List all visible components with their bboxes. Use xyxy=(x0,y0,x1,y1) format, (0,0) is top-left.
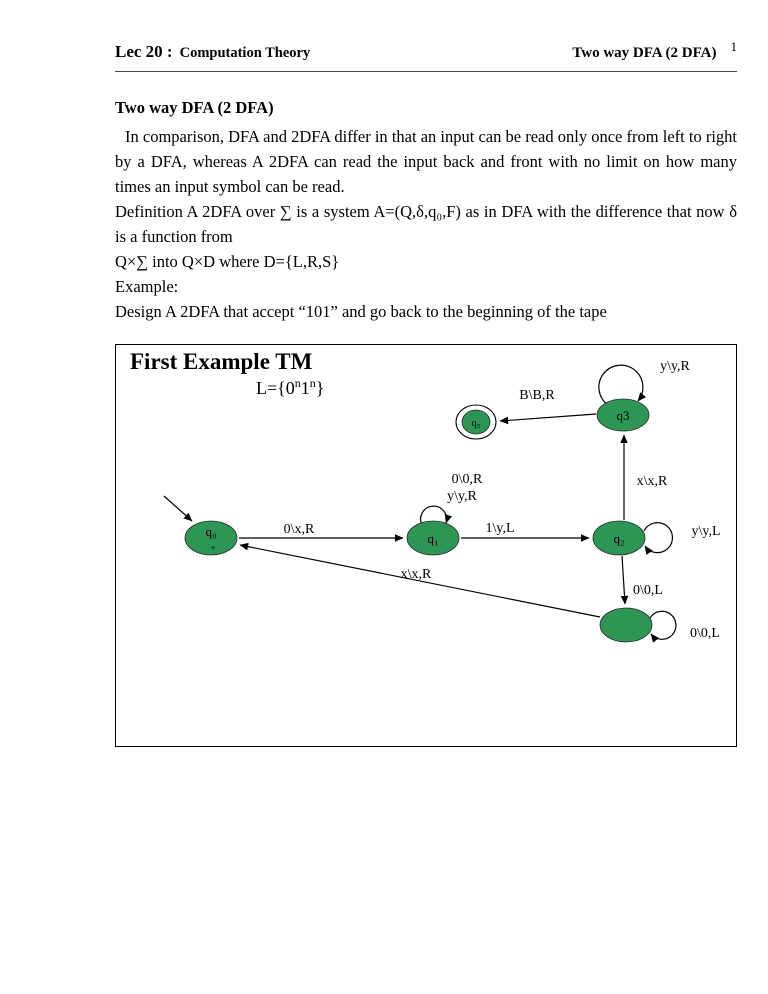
edge-label-q2-self: y\y,L xyxy=(691,524,721,539)
header-right xyxy=(572,39,737,62)
edge-label-q4-self: 0\0,L xyxy=(690,626,720,641)
state-q3 xyxy=(597,399,649,431)
subtitle-base: L={0 xyxy=(256,378,295,398)
state-unlabeled-shape xyxy=(600,608,652,642)
content-column xyxy=(115,39,737,747)
state-q2-label: q₂ xyxy=(613,531,625,546)
start-arrow xyxy=(164,496,192,521)
paragraph-definition: Definition A 2DFA over ∑ is a system A=(Q,δ,q₀,F) as in DFA with the difference that now δ is a function from xyxy=(115,202,737,246)
self-loop-q2 xyxy=(644,523,672,553)
edge-label-q1-q2: 1\y,L xyxy=(485,521,515,536)
paragraph-intro: In comparison, DFA and 2DFA differ in that an input can be read only once from left to right by a DFA, whereas A 2DFA can read the input back and front with no limit on how many times an input symbol can be read. xyxy=(115,127,737,196)
figure-box xyxy=(115,344,737,747)
edge-label-q1-self-1: 0\0,R xyxy=(451,472,483,487)
edge-q2-q4 xyxy=(622,556,625,604)
state-q5-label: q₅ xyxy=(471,418,481,429)
course-title: Computation Theory xyxy=(179,45,311,61)
section-heading: Two way DFA (2 DFA) xyxy=(115,98,274,117)
header-topic: Two way DFA (2 DFA) xyxy=(572,45,717,61)
lecture-label: Lec 20 : xyxy=(115,42,173,61)
paragraph-design: Design A 2DFA that accept “101” and go back to the beginning of the tape xyxy=(115,302,607,321)
paragraph-example-label: Example: xyxy=(115,277,179,296)
figure-subtitle xyxy=(256,376,324,399)
state-q2 xyxy=(593,521,645,555)
subtitle-base: } xyxy=(315,378,325,398)
edge-label-q4-q0: x\x,R xyxy=(400,567,432,582)
state-q5-accepting xyxy=(456,405,496,439)
state-q1-label: q₁ xyxy=(427,531,439,546)
page-header xyxy=(115,39,737,62)
state-q0 xyxy=(185,521,237,555)
state-diagram xyxy=(116,345,736,746)
state-q1 xyxy=(407,521,459,555)
state-q0-mark: + xyxy=(210,543,216,553)
edge-q3-q5 xyxy=(500,414,596,421)
edge-label-q0-q1: 0\x,R xyxy=(283,522,315,537)
state-unlabeled xyxy=(600,608,652,642)
state-q0-label: q₀ xyxy=(205,524,217,539)
state-q3-label: q3 xyxy=(616,408,630,423)
header-rule xyxy=(115,71,737,72)
figure-title: First Example TM xyxy=(130,349,313,374)
subtitle-sup: n xyxy=(309,376,316,390)
paragraph-domain: Q×∑ into Q×D where D={L,R,S} xyxy=(115,252,340,271)
header-left xyxy=(115,42,310,62)
edge-label-q2-q3: x\x,R xyxy=(636,474,668,489)
edge-label-q2-q4: 0\0,L xyxy=(633,583,663,598)
edge-label-q1-self-2: y\y,R xyxy=(447,489,477,504)
page-number: 1 xyxy=(730,39,737,54)
subtitle-base: 1 xyxy=(300,378,310,398)
subtitle-sup: n xyxy=(294,376,301,390)
edge-label-q3-self: y\y,R xyxy=(660,359,690,374)
self-loop-q4 xyxy=(650,611,676,639)
edge-label-q3-q5: B\B,R xyxy=(519,388,555,403)
